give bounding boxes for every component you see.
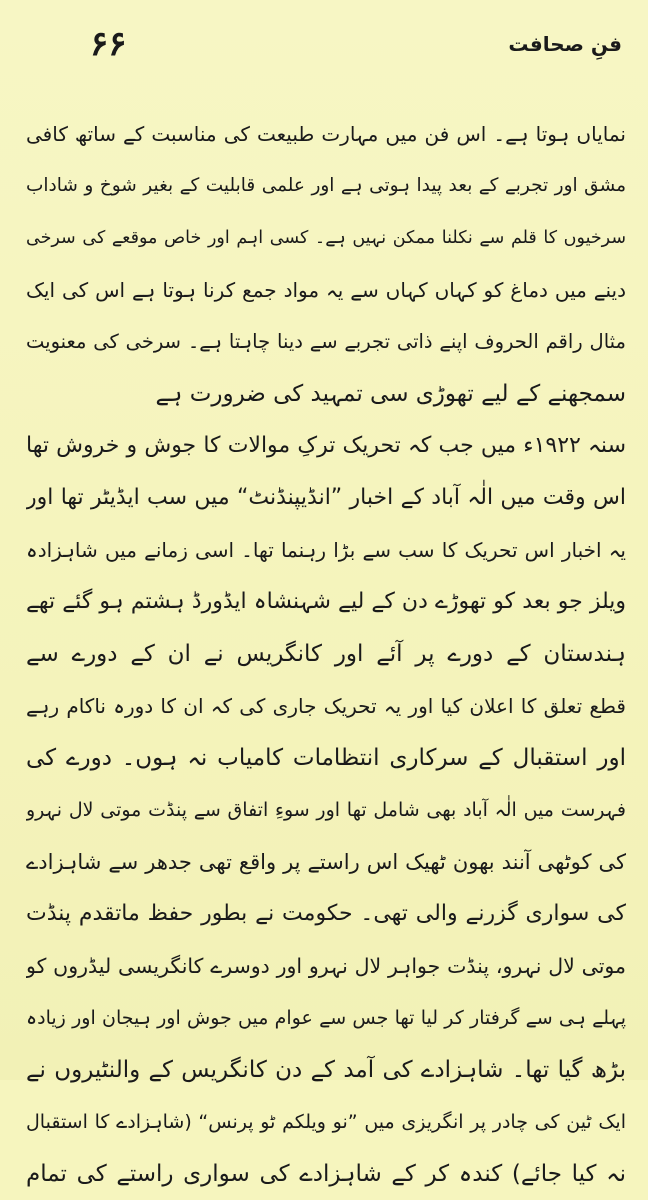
text-line: سنہ ۱۹۲۲ء میں جب کہ تحریک ترکِ موالات کا جوش و خروش تھا	[26, 433, 626, 458]
body-text	[26, 108, 626, 1200]
text-line: قطع تعلق کا اعلان کیا اور یہ تحریک جاری کی کہ ان کا دورہ ناکام رہے	[26, 694, 626, 718]
text-line: نمایاں ہوتا ہے۔ اس فن میں مہارت طبیعت کی مناسبت کے ساتھ کافی	[26, 122, 626, 146]
text-line: پہلے ہی سے گرفتار کر لیا تھا جس سے عوام میں جوش اور ہیجان اور زیادہ	[26, 1007, 626, 1029]
text-line: سرخیوں کا قلم سے نکلنا ممکن نہیں ہے۔ کسی اہم اور خاص موقعے کی سرخی	[26, 228, 626, 248]
text-line: ہندستان کے دورے پر آئے اور کانگریس نے ان کے دورے سے	[26, 641, 626, 667]
text-line: یہ اخبار اس تحریک کا سب سے بڑا رہنما تھا۔ اسی زمانے میں شاہزادہ	[26, 538, 626, 562]
page-number: ۶۶	[90, 24, 127, 64]
text-line: ویلز جو بعد کو تھوڑے دن کے لیے شہنشاہ ایڈورڈ ہشتم ہو گئے تھے	[26, 589, 626, 614]
text-line: مثال راقم الحروف اپنے ذاتی تجربے سے دینا چاہتا ہے۔ سرخی کی معنویت	[26, 330, 626, 353]
text-line: موتی لال نہرو، پنڈت جواہر لال نہرو اور دوسرے کانگریسی لیڈروں کو	[26, 954, 626, 978]
text-line: بڑھ گیا تھا۔ شاہزادے کی آمد کے دن کانگریس کے والنٹیروں نے	[26, 1057, 626, 1083]
text-line: مشق اور تجربے کے بعد پیدا ہوتی ہے اور علمی قابلیت کے بغیر شوخ و شاداب	[26, 175, 626, 196]
text-line: اور استقبال کے سرکاری انتظامات کامیاب نہ ہوں۔ دورے کی	[26, 745, 626, 771]
text-line: ایک ٹین کی چادر پر انگریزی میں ”نو ویلکم ٹو پرنس“ (شاہزادے کا استقبال	[26, 1111, 626, 1133]
running-title: فنِ صحافت	[508, 32, 622, 56]
text-line: کی سواری گزرنے والی تھی۔ حکومت نے بطور حفظ ماتقدم پنڈت	[26, 901, 626, 926]
text-line: اس وقت میں الٰہ آباد کے اخبار ”انڈیپنڈنٹ“ میں سب ایڈیٹر تھا اور	[26, 485, 626, 510]
text-line: کی کوٹھی آنند بھون ٹھیک اس راستے پر واقع تھی جدھر سے شاہزادے	[26, 850, 626, 874]
text-line: فہرست میں الٰہ آباد بھی شامل تھا اور سوءِ اتفاق سے پنڈت موتی لال نہرو	[26, 799, 626, 821]
text-line: سمجھنے کے لیے تھوڑی سی تمہید کی ضرورت ہے	[155, 381, 626, 407]
text-line: دینے میں دماغ کو کہاں کہاں سے یہ مواد جمع کرنا ہوتا ہے اس کی ایک	[26, 278, 626, 302]
page-header	[0, 22, 648, 72]
text-line: نہ کیا جائے) کندہ کر کے شاہزادے کی سواری راستے کی تمام	[26, 1161, 626, 1187]
